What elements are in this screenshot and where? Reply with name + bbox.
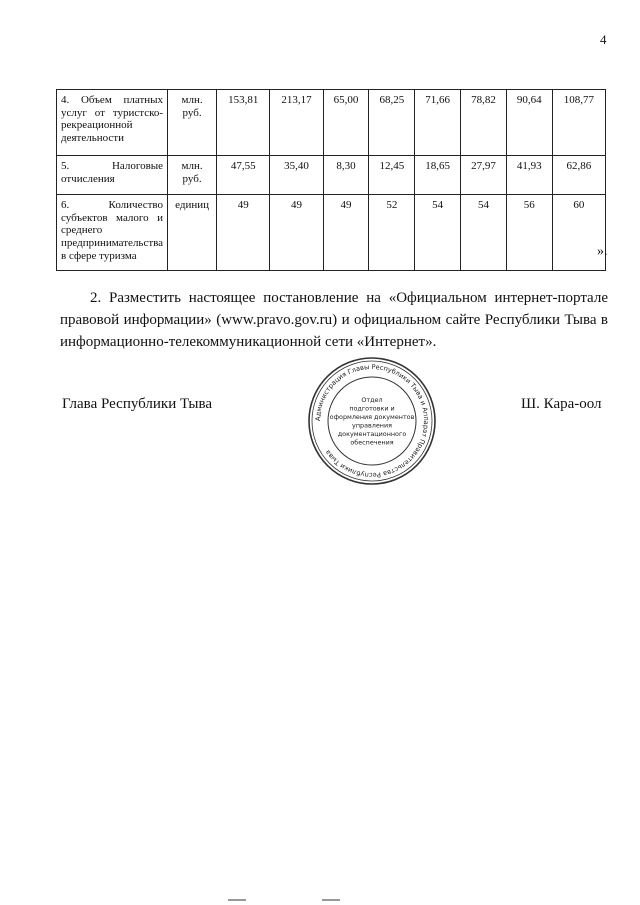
scan-mark <box>228 899 246 901</box>
value-cell: 60 <box>552 195 605 271</box>
stamp-center-line: обеспечения <box>350 438 394 447</box>
value-cell: 213,17 <box>270 90 323 156</box>
value-cell: 68,25 <box>369 90 415 156</box>
unit-cell: млн. руб. <box>168 90 217 156</box>
value-cell: 18,65 <box>415 156 461 195</box>
value-cell: 49 <box>323 195 369 271</box>
page-number: 4 <box>600 32 607 47</box>
value-cell: 153,81 <box>217 90 270 156</box>
value-cell: 71,66 <box>415 90 461 156</box>
table-row <box>57 90 606 156</box>
table-row <box>57 156 606 195</box>
indicators-table <box>56 89 606 271</box>
signer-title: Глава Республики Тыва <box>62 396 213 412</box>
value-cell: 78,82 <box>461 90 507 156</box>
stamp-center-line: подготовки и <box>349 404 395 413</box>
stamp-center-line: управления <box>352 421 392 430</box>
stamp-center-line: Отдел <box>361 395 383 404</box>
value-cell: 62,86 <box>552 156 605 195</box>
body-paragraph: 2. Разместить настоящее постановление на «Официальном интернет-портале правовой информации» (www.pravo.gov.ru) и официальном сайте Республики Тыва в информационно-телекоммуникационной сети «Интернет». <box>60 290 608 350</box>
value-cell: 108,77 <box>552 90 605 156</box>
value-cell: 54 <box>415 195 461 271</box>
value-cell: 90,64 <box>506 90 552 156</box>
value-cell: 56 <box>506 195 552 271</box>
value-cell: 54 <box>461 195 507 271</box>
stamp-center-line: документационного <box>337 429 407 438</box>
value-cell: 49 <box>217 195 270 271</box>
closing-quote: ». <box>597 244 608 259</box>
indicator-cell: 4. Объем платных услуг от туристско-рекреационной деятельности <box>57 90 168 156</box>
stamp-center-line: оформления документов <box>329 412 415 421</box>
value-cell: 49 <box>270 195 323 271</box>
stamp-ring-text: Администрация Главы Республики Тыва и Аппарат Правительства Республики Тыва <box>313 362 431 480</box>
value-cell: 52 <box>369 195 415 271</box>
unit-cell: единиц <box>168 195 217 271</box>
value-cell: 8,30 <box>323 156 369 195</box>
value-cell: 65,00 <box>323 90 369 156</box>
signer-name: Ш. Кара-оол <box>521 396 602 412</box>
official-stamp <box>306 355 438 487</box>
value-cell: 27,97 <box>461 156 507 195</box>
value-cell: 12,45 <box>369 156 415 195</box>
value-cell: 35,40 <box>270 156 323 195</box>
value-cell: 47,55 <box>217 156 270 195</box>
value-cell: 41,93 <box>506 156 552 195</box>
scan-mark <box>322 899 340 901</box>
indicator-cell: 5. Налоговые отчисления <box>57 156 168 195</box>
unit-cell: млн. руб. <box>168 156 217 195</box>
table-row <box>57 195 606 271</box>
indicator-cell: 6. Количество субъектов малого и среднего предпринимательства в сфере туризма <box>57 195 168 271</box>
